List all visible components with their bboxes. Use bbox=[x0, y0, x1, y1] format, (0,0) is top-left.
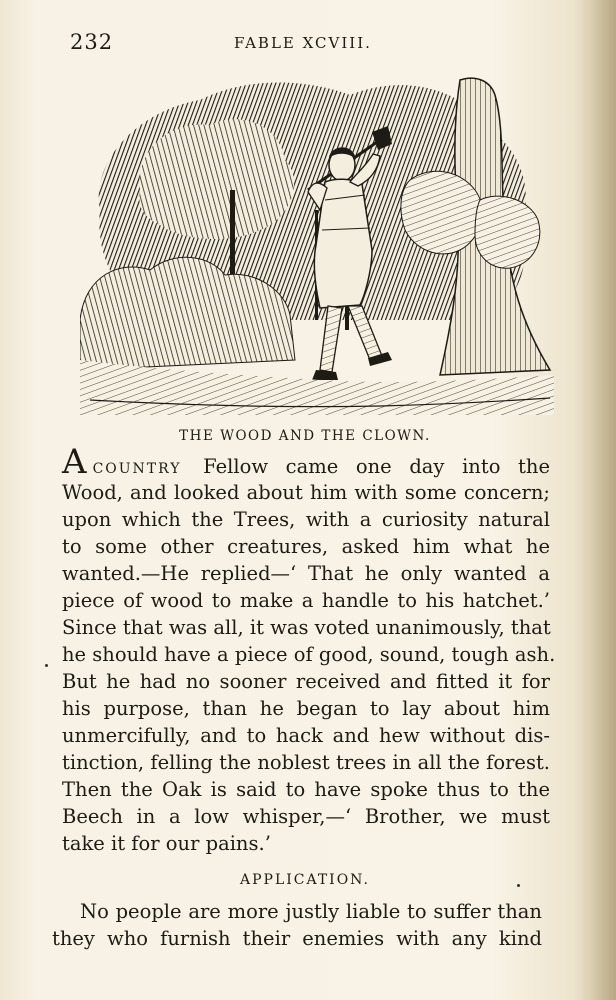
illustration-caption: THE WOOD AND THE CLOWN. bbox=[179, 428, 431, 444]
fable-body bbox=[62, 442, 556, 857]
application-heading: APPLICATION. bbox=[240, 872, 370, 888]
fable-line: to some other creatures, asked him what he bbox=[62, 535, 550, 558]
fable-line: his purpose, than he began to lay about him bbox=[62, 697, 550, 720]
fable-line: Wood, and looked about him with some concern; bbox=[62, 481, 550, 504]
application-line: No people are more justly liable to suffer than bbox=[80, 900, 542, 923]
fable-line: unmercifully, and to hack and hew without dis- bbox=[62, 724, 550, 747]
woodcut-illustration bbox=[80, 70, 554, 415]
fable-line: But he had no sooner received and fitted it for bbox=[62, 670, 550, 693]
page-number: 232 bbox=[70, 30, 114, 54]
fable-line: upon which the Trees, with a curiosity natural bbox=[62, 508, 550, 531]
fable-line: tinction, felling the noblest trees in all the forest. bbox=[62, 751, 550, 774]
drop-cap: A bbox=[62, 442, 87, 482]
fable-line: Since that was all, it was voted unanimously, that bbox=[62, 616, 551, 639]
application-line: they who furnish their enemies with any kind bbox=[52, 927, 542, 950]
page-header bbox=[70, 30, 540, 58]
running-title: FABLE XCVIII. bbox=[234, 34, 372, 52]
application-body bbox=[52, 898, 542, 952]
ink-speck bbox=[517, 884, 520, 887]
ink-speck bbox=[45, 664, 48, 667]
first-word-smallcaps: COUNTRY bbox=[92, 461, 182, 477]
fable-line: ACOUNTRY Fellow came one day into the bbox=[62, 442, 550, 482]
fable-line: Beech in a low whisper,—‘ Brother, we must bbox=[62, 805, 550, 828]
fable-line: take it for our pains.’ bbox=[62, 832, 271, 855]
fable-line: piece of wood to make a handle to his hatchet.’ bbox=[62, 589, 550, 612]
fable-line: he should have a piece of good, sound, tough ash. bbox=[62, 643, 556, 666]
fable-line: wanted.—He replied—‘ That he only wanted a bbox=[62, 562, 550, 585]
fable-line: Then the Oak is said to have spoke thus to the bbox=[62, 778, 550, 801]
page-gutter-shadow bbox=[572, 0, 616, 1000]
